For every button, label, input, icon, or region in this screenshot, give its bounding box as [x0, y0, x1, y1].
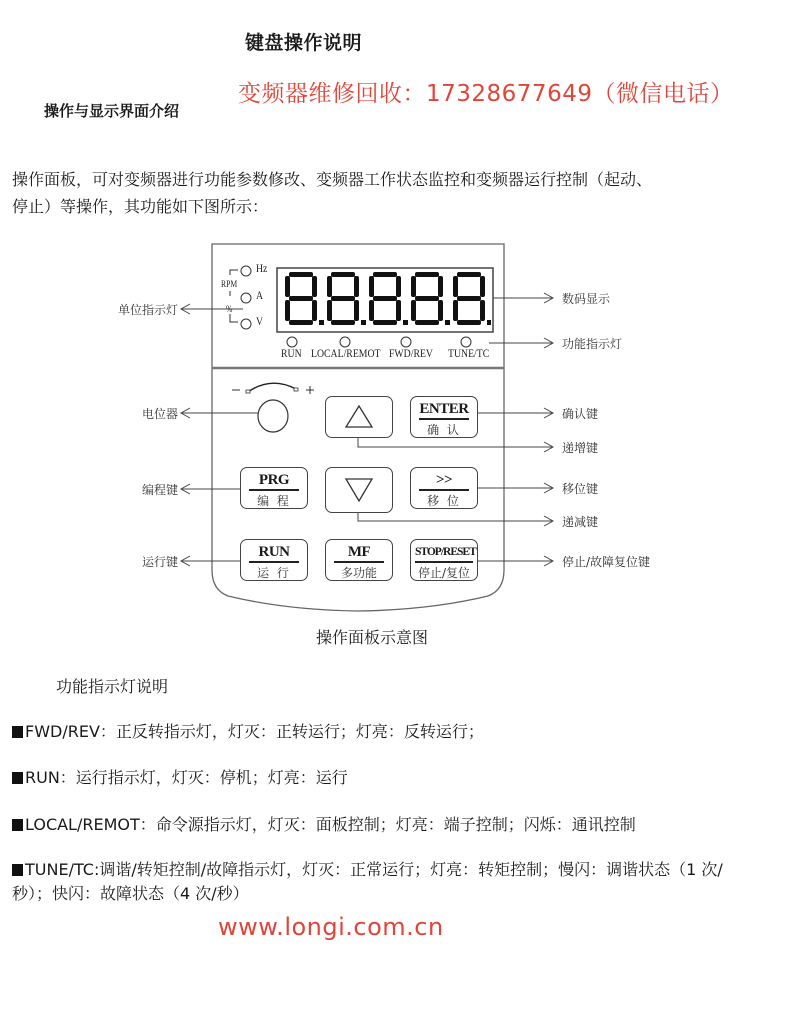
lights-desc-item — [12, 766, 782, 790]
intro-line-2: 停止）等操作，其功能如下图所示： — [12, 197, 269, 216]
function-light-run: RUN — [281, 348, 302, 360]
potentiometer-knob — [258, 400, 288, 432]
promo-banner: 变频器维修回收：17328677649（微信电话） — [238, 81, 734, 107]
callout-shift-key: 移位键 — [562, 482, 599, 496]
run-key-label: RUN — [249, 544, 299, 563]
page-title: 键盘操作说明 — [245, 32, 363, 54]
function-light-tune-tc: TUNE/TC — [448, 348, 490, 360]
shift-key-sublabel: 移 位 — [427, 494, 461, 508]
callout-prg-key: 编程键 — [141, 483, 178, 497]
up-key[interactable] — [325, 396, 393, 438]
callout-run-key: 运行键 — [141, 555, 178, 569]
prg-key-label: PRG — [249, 472, 299, 491]
unit-light-hz: Hz — [256, 263, 268, 275]
unit-light-rpm: RPM — [221, 279, 238, 289]
lights-desc-item — [12, 720, 782, 744]
run-key[interactable] — [240, 539, 308, 581]
prg-key[interactable] — [240, 467, 308, 509]
up-triangle-icon — [326, 397, 392, 437]
mf-key-sublabel: 多功能 — [340, 566, 377, 580]
down-key[interactable] — [325, 467, 393, 513]
run-key-sublabel: 运 行 — [257, 566, 291, 580]
bullet-square-icon — [12, 772, 23, 784]
mf-key[interactable] — [325, 539, 393, 581]
callout-down-key: 递减键 — [562, 515, 599, 529]
seven-segment-display — [283, 272, 491, 330]
lights-desc-text: TUNE/TC:调谐/转矩控制/故障指示灯，灯灭：正常运行；灯亮：转矩控制；慢闪：调谐状态（1 次/秒）；快闪：故障状态（4 次/秒） — [12, 860, 723, 903]
lights-desc-title: 功能指示灯说明 — [56, 677, 169, 696]
lights-desc-text: FWD/REV：正反转指示灯，灯灭：正转运行；灯亮：反转运行； — [25, 722, 484, 741]
stop-reset-key-label: STOP/RESET — [415, 544, 473, 563]
enter-key-sublabel: 确 认 — [427, 423, 461, 437]
intro-line-1: 操作面板，可对变频器进行功能参数修改、变频器工作状态监控和变频器运行控制（起动、 — [12, 170, 653, 189]
lights-desc-item — [12, 813, 782, 837]
enter-key[interactable] — [410, 396, 478, 438]
unit-light-v: V — [256, 316, 264, 328]
section-title: 操作与显示界面介绍 — [44, 102, 180, 120]
shift-key-label: >> — [419, 472, 469, 491]
callout-function-indicator: 功能指示灯 — [562, 337, 623, 351]
unit-light-percent: % — [226, 304, 233, 314]
website-url[interactable]: www.longi.com.cn — [218, 913, 444, 941]
callout-unit-indicator: 单位指示灯 — [117, 303, 178, 317]
figure-caption: 操作面板示意图 — [316, 628, 429, 647]
shift-key[interactable] — [410, 467, 478, 509]
callout-up-key: 递增键 — [562, 441, 599, 455]
lights-desc-text: RUN：运行指示灯，灯灭：停机；灯亮：运行 — [25, 768, 348, 787]
lights-desc-text: LOCAL/REMOT：命令源指示灯，灯灭：面板控制；灯亮：端子控制；闪烁：通讯控制 — [25, 815, 636, 834]
stop-reset-key-sublabel: 停止/复位 — [417, 566, 471, 580]
lights-desc-item — [12, 858, 747, 906]
down-triangle-icon — [326, 468, 392, 512]
bullet-square-icon — [12, 819, 23, 831]
function-light-local-remot: LOCAL/REMOT — [311, 348, 381, 360]
bullet-square-icon — [12, 864, 23, 876]
bullet-square-icon — [12, 726, 23, 738]
stop-reset-key[interactable] — [410, 539, 478, 581]
callout-digital-display: 数码显示 — [562, 292, 611, 306]
mf-key-label: MF — [334, 544, 384, 563]
prg-key-sublabel: 编 程 — [257, 494, 291, 508]
callout-stop-key: 停止/故障复位键 — [562, 555, 651, 569]
callout-enter-key: 确认键 — [562, 407, 599, 421]
enter-key-label: ENTER — [419, 401, 469, 420]
unit-light-a: A — [256, 290, 264, 302]
callout-potentiometer: 电位器 — [141, 407, 178, 421]
function-light-fwd-rev: FWD/REV — [389, 348, 433, 360]
